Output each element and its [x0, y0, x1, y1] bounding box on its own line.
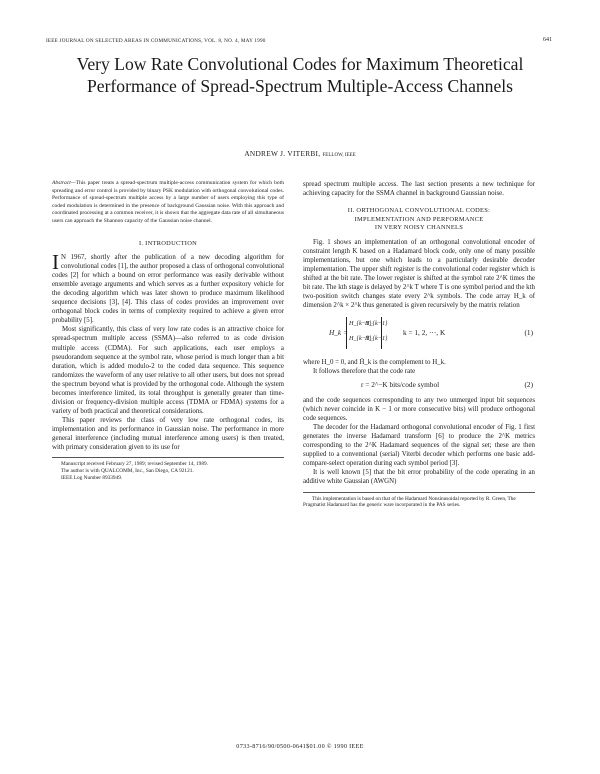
intro-paragraph-3: This paper reviews the class of very low rate orthogonal codes, its implementation and its performance in Gaussian noise. The performance in more general interference (including mutual interference among users) is then treated, with primary consideration given to its use for [52, 416, 284, 452]
right-footnote: This implementation is based on that of the Hadamard Nonsinusoidal reported by R. Green, The Pragmatist Hadamard has the generic ware incorporated in the PAS series. [303, 495, 516, 509]
author-byline [150, 149, 450, 158]
equation-2-number: (2) [524, 380, 533, 390]
section-heading-line-1: II. ORTHOGONAL CONVOLUTIONAL CODES: [347, 207, 491, 215]
abstract [52, 180, 284, 226]
equation-2 [303, 378, 535, 392]
matrix-cell: H_{k−1} [365, 319, 388, 327]
page-number: 641 [543, 37, 552, 43]
running-head: IEEE JOURNAL ON SELECTED AREAS IN COMMUNICATIONS, VOL. 8, NO. 4, MAY 1990 [46, 38, 266, 44]
copyright-footer: 0733-8716/90/0500-0641$01.00 © 1990 IEEE [236, 743, 364, 750]
footnote-rule [52, 457, 284, 458]
equation-1 [303, 313, 535, 355]
section-heading-line-2: IMPLEMENTATION AND PERFORMANCE [354, 215, 484, 223]
right-footnote-rule [303, 492, 535, 493]
right-intro-paragraph: spread spectrum multiple access. The last section presents a new technique for achieving capacity for the SSMA channel in background Gaussian noise. [303, 181, 535, 198]
author-membership: FELLOW, IEEE [322, 153, 356, 158]
equation-1-number: (1) [524, 327, 533, 337]
equation-1-matrix [346, 317, 388, 349]
section2-paragraph-4: and the code sequences corresponding to any two unmerged input bit sequences (which never coincide in K − 1 or more consecutive bits) will produce orthogonal code sequences. [303, 397, 535, 423]
footnote-ieee-log: IEEE Log Number 8933949. [61, 474, 123, 481]
matrix-cell: H_{k−1} [349, 334, 372, 342]
left-column [52, 180, 284, 482]
intro-paragraph-1-text: N 1967, shortly after the publication of a new decoding algorithm for convolutional codes [1], the author proposed a class of orthogonal convolutional codes [2] for which a bound on error performance was easily derivable without ensemble average arguments and which serves as a further expository vehicle for the decoding algorithm which was later shown to produce maximum likelihood sequence decisions [3], [4]. This class of codes provides an improvement over orthogonal block codes in terms of complexity required to achieve a given error probability [5]. [52, 254, 284, 325]
drop-cap: I [52, 250, 59, 275]
intro-paragraph-1 [52, 250, 284, 325]
footnote-affiliation: The author is with QUALCOMM, Inc., San Diego, CA 92121. [61, 468, 194, 474]
abstract-label: Abstract— [52, 180, 76, 186]
footnote-manuscript: Manuscript received February 27, 1989; revised September 14, 1989. [61, 461, 208, 468]
section-heading-line-3: IN VERY NOISY CHANNELS [374, 224, 464, 232]
author-name: ANDREW J. VITERBI, [244, 149, 321, 158]
section-heading-introduction: I. INTRODUCTION [138, 239, 198, 247]
matrix-cell: H_{k−1} [349, 319, 372, 327]
paper-title: Very Low Rate Convolutional Codes for Maximum Theoretical Performance of Spread-Spectrum Multiple-Access Channels [76, 54, 524, 96]
section2-paragraph-3: It follows therefore that the code rate [313, 368, 416, 376]
section2-paragraph-2: where H_0 = 0, and H̄_k is the complement to H_k. [303, 358, 446, 366]
abstract-text: This paper treats a spread-spectrum multiple-access communication system for which both spreading and error control is provided by binary PSK modulation with orthogonal convolutional codes. Performance of spread-spectrum multiple access by a large number of users employing this type of coded modulation is determined in the presence of background Gaussian noise. With this approach and coordinated processing at a common receiver, it is shown that the aggregate data rate of all simultaneous users can approach the Shannon capacity of the Gaussian noise channel. [52, 180, 284, 224]
matrix-cell: H̄_{k−1} [365, 334, 388, 342]
section2-paragraph-1: Fig. 1 shows an implementation of an orthogonal convolutional encoder of constraint length K based on a Hadamard block code, only one of many possible implementations, but one which leads to a particularly desirable decoder implementation. The upper shift register is the convolutional coder register which is shifted at the bit rate. The lower register is shifted at the symbol rate 2^K times the bit rate. The kth stage is delayed by 2^k T where T is one symbol period and the kth two-position switch changes state every 2^k symbols. The code array H_k of dimension 2^k × 2^k thus generated is given recursively by the matrix relation [303, 238, 535, 309]
equation-1-lhs: H_k = [329, 327, 348, 337]
intro-paragraph-2: Most significantly, this class of very low rate codes is an attractive choice for spread-spectrum multiple access (SSMA)—also referred to as code division multiple access (CDMA). For such applications, each user employs a pseudorandom sequence at the symbol rate, whose period is much longer than a bit duration, which is added modulo-2 to the coded data sequence. This sequence randomizes the waveform of any user relative to all other users, but does not spread the spectrum beyond what is provided by the orthogonal code. Although the system becomes interference limited, its total throughput is generally greater than time-division or frequency-division multiple access (TDMA or FDMA) systems for a variety of both practical and theoretical considerations. [52, 326, 284, 415]
equation-1-condition: k = 1, 2, ···, K [403, 327, 446, 337]
section-heading-orthogonal-codes [303, 207, 535, 233]
section2-paragraph-5: The decoder for the Hadamard orthogonal convolutional encoder of Fig. 1 first generates the inverse Hadamard transform [6] to produce the 2^K metrics corresponding to the 2^K Hadamard sequences of the signal set; these are then supplied to a conventional (serial) Viterbi decoder which performs one basic add-compare-select operation during each symbol period [3]. [303, 424, 535, 468]
right-column [303, 180, 535, 509]
section2-paragraph-6: It is well known [5] that the bit error probability of the code operating in an additive white Gaussian (AWGN) [303, 469, 535, 486]
equation-2-expression: r = 2^−K bits/code symbol [361, 380, 440, 390]
